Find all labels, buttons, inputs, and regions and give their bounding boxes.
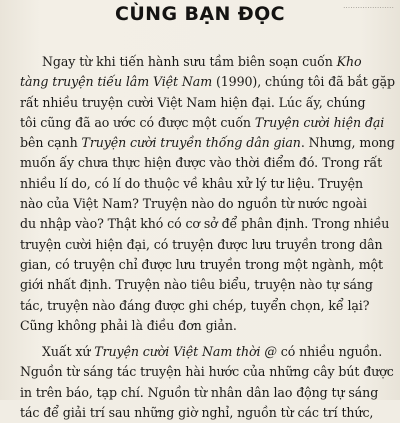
text-line: in trên báo, tạp chí. Nguồn từ nhân dân lao động tự sáng <box>20 384 379 400</box>
text-line: Xuất xứ Truyện cười Việt Nam thời @ có nhiều nguồn. <box>42 344 383 360</box>
text-line: tàng truyện tiếu lâm Việt Nam (1990), chúng tôi đã bắt gặp <box>20 74 395 90</box>
text-line: truyện cười hiện đại, có truyện được lưu truyền trong dân <box>20 236 383 252</box>
paragraph <box>20 342 396 423</box>
text-line: gian, có truyện chỉ được lưu truyền trong một ngành, một <box>20 256 383 272</box>
text-line: nào của Việt Nam? Truyện nào do nguồn từ nước ngoài <box>20 196 367 212</box>
page-body <box>20 52 396 423</box>
text-line: nhiều lí do, có lí do thuộc về khâu xử lý tư liệu. Truyện <box>20 175 363 191</box>
text-line: bên cạnh Truyện cười truyền thống dân gian. Nhưng, mong <box>20 135 395 151</box>
text-line: tác, truyện nào đáng được ghi chép, tuyển chọn, kể lại? <box>20 297 370 313</box>
text-line: Ngay từ khi tiến hành sưu tầm biên soạn cuốn Kho <box>42 54 362 69</box>
text-line: du nhập vào? Thật khó có cơ sở để phân định. Trong nhiều <box>20 216 390 232</box>
text-line: muốn ấy chưa thực hiện được vào thời điểm đó. Trong rất <box>20 155 383 171</box>
text-line: tôi cũng đã ao ước có được một cuốn Truyện cười hiện đại <box>20 114 385 130</box>
text-line: Cũng không phải là điều đơn giản. <box>20 317 237 333</box>
paragraph <box>20 52 396 336</box>
text-line: tác để giải trí sau những giờ nghỉ, nguồn từ các trí thức, <box>20 405 374 421</box>
text-line: giới nhất định. Truyện nào tiêu biểu, truyện nào tự sáng <box>20 277 373 293</box>
text-line: rất nhiều truyện cười Việt Nam hiện đại. Lúc ấy, chúng <box>20 94 366 110</box>
bleed-through-text: ..................... <box>343 2 394 10</box>
page-title: CÙNG BẠN ĐỌC <box>114 3 285 25</box>
text-line: Nguồn từ sáng tác truyện hài hước của những cây bút được <box>20 364 394 380</box>
